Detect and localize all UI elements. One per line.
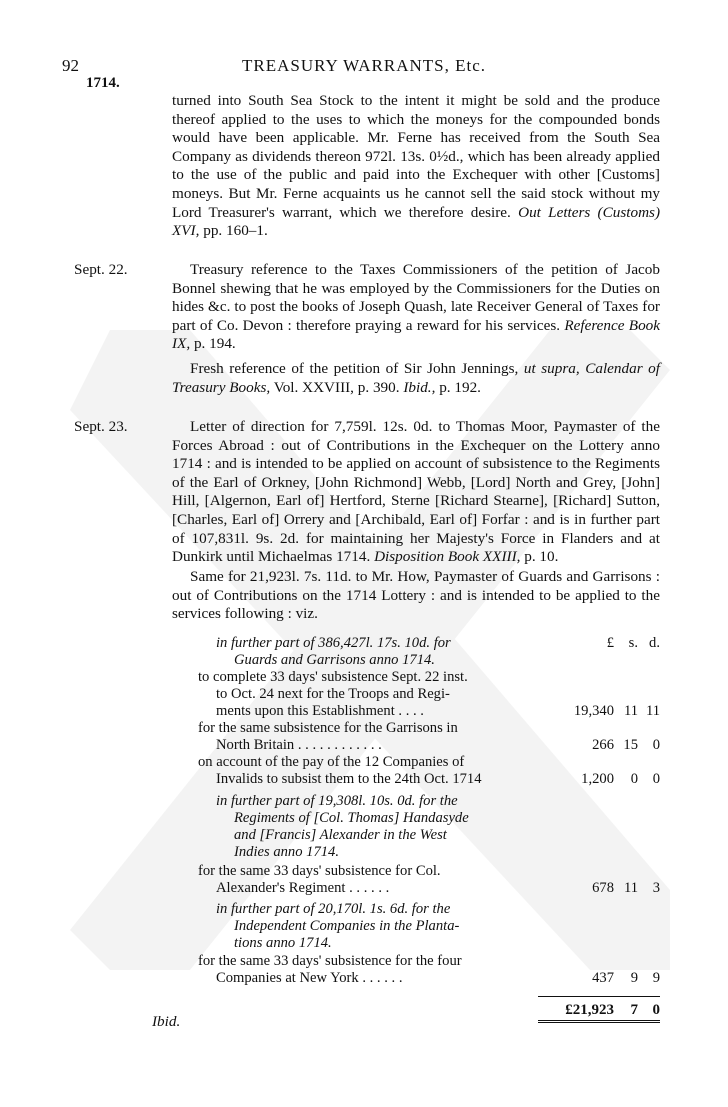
subheading-line: Independent Companies in the Planta- <box>234 918 460 934</box>
subheading-line: in further part of 386,427l. 17s. 10d. for <box>216 635 451 651</box>
ibid-reference: Ibid., <box>403 378 436 396</box>
subheading <box>216 901 516 952</box>
description-line: ments upon this Establishment . . . . <box>216 703 424 719</box>
entry-text: Letter of direction for 7,759l. 12s. 0d. to Thomas Moor, Paymaster of the Forces Abroad : out of Contributions in the Exchequer on the Lottery anno 1714 : and is intended to be applied on account of subsistence to the Regiments of the Earl of Orkney, [John Richmond] Webb, [Lord] North and Grey, [John] Hill, [Algernon, Earl of] Hertford, Sterne [Richard Stearne], [Richard] Sutton, [Charles, Earl of] Orrery and [Archibald, Earl of] Forfar : and is in further part of 107,831l. 9s. 2d. for maintaining her Majesty's Force in Flanders and at Dunkirk until Michaelmas 1714. <box>172 418 660 566</box>
description-line: for the same subsistence for the Garrisons in <box>198 720 458 736</box>
entry-text: turned into South Sea Stock to the intent it might be sold and the produce thereof applied to the uses to which the moneys for the compounded bonds would have been applicable. Mr. Ferne has received from the South Sea Company as dividends thereon 972l. 13s. 0½d., which has been already applied to the use of the public and paid into the Exchequer with other [Customs] moneys. But Mr. Ferne acquaints us he cannot sell the said stock without my Lord Treasurer's warrant, which we therefore desire. <box>172 92 660 221</box>
pence-cell: 3 <box>652 880 660 896</box>
shillings-cell: 0 <box>630 771 638 787</box>
description-line: Alexander's Regiment . . . . . . <box>216 880 390 896</box>
services-table <box>198 635 660 995</box>
source-reference: Out Letters (Customs) XVI, <box>172 203 661 240</box>
pence-cell: 0 <box>652 771 660 787</box>
total-pence: 0 <box>652 1002 660 1018</box>
pounds-cell: 1,200 <box>581 771 614 787</box>
page-number: 92 <box>62 56 79 75</box>
entry-date: Sept. 23. <box>74 418 128 435</box>
entry-sept-23 <box>172 418 660 567</box>
subheading-line: tions anno 1714. <box>234 935 332 951</box>
entry-text: Treasury reference to the Taxes Commissioners of the petition of Jacob Bonnel shewing that he was employed by the Commissioners for the Duties on hides &c. to post the books of Joseph Quash, late Receiver General of Taxes for part of Co. Devon : therefore praying a reward for his services. <box>172 261 660 334</box>
subheading <box>216 793 516 861</box>
pounds-header: £ <box>606 635 614 651</box>
subheading <box>216 635 516 669</box>
entry-continuation <box>172 92 660 241</box>
subheading-line: Guards and Garrisons anno 1714. <box>234 652 435 668</box>
pounds-cell: 437 <box>592 970 614 986</box>
ut-supra: ut supra, <box>523 360 580 377</box>
row-description <box>198 669 538 720</box>
shillings-cell: 11 <box>623 880 638 896</box>
subheading-line: in further part of 19,308l. 10s. 0d. for the <box>216 793 458 809</box>
description-line: for the same 33 days' subsistence for the four <box>198 953 462 969</box>
page-reference: pp. 160–1. <box>203 222 268 240</box>
entry-date: Sept. 22. <box>74 261 128 278</box>
shillings-cell: 9 <box>630 970 638 986</box>
pence-cell: 0 <box>652 737 660 753</box>
running-title: TREASURY WARRANTS, Etc. <box>241 56 487 75</box>
row-amount <box>530 737 660 754</box>
total-rule-top <box>538 996 660 997</box>
description-line: to Oct. 24 next for the Troops and Regi- <box>216 686 450 702</box>
subheading-line: Indies anno 1714. <box>234 844 339 860</box>
source-reference: Calendar of Treasury Books, <box>172 360 660 396</box>
pounds-cell: 678 <box>592 880 614 896</box>
description-line: Invalids to subsist them to the 24th Oct. 1714 <box>216 771 482 787</box>
row-description <box>198 754 538 788</box>
row-description <box>198 863 538 897</box>
description-line: for the same 33 days' subsistence for Col. <box>198 863 441 879</box>
description-line: on account of the pay of the 12 Companies of <box>198 754 465 770</box>
pounds-cell: 266 <box>592 737 614 753</box>
entry-fresh-reference <box>172 360 660 397</box>
subheading-line: and [Francis] Alexander in the West <box>234 827 447 843</box>
description-line: North Britain . . . . . . . . . . . . <box>216 737 382 753</box>
shillings-header: s. <box>628 635 638 651</box>
row-description <box>198 953 538 987</box>
entry-sept-22 <box>172 261 660 354</box>
pounds-cell: 19,340 <box>573 703 614 719</box>
entry-same-for <box>172 568 660 624</box>
margin-year: 1714. <box>86 75 120 91</box>
entry-text: Fresh reference of the petition of Sir John Jennings, <box>190 360 519 377</box>
entry-text: Same for 21,923l. 7s. 11d. to Mr. How, Paymaster of Guards and Garrisons : out of Contributions on the 1714 Lottery : and is intended to be applied to the services following : viz. <box>172 568 660 623</box>
subheading-line: in further part of 20,170l. 1s. 6d. for the <box>216 901 451 917</box>
shillings-cell: 15 <box>623 737 638 753</box>
footer-ibid: Ibid. <box>152 1013 181 1030</box>
description-line: Companies at New York . . . . . . <box>216 970 403 986</box>
page-reference: p. 192. <box>439 378 481 396</box>
pence-cell: 9 <box>652 970 660 986</box>
pence-header: d. <box>649 635 660 651</box>
shillings-cell: 11 <box>623 703 638 719</box>
row-amount <box>530 703 660 720</box>
page-reference: p. 10. <box>524 548 559 566</box>
source-reference: Disposition Book XXIII, <box>374 548 521 566</box>
total-shillings: 7 <box>630 1002 638 1018</box>
row-amount <box>530 880 660 897</box>
row-amount <box>530 970 660 987</box>
total-amount <box>538 1002 660 1019</box>
row-amount <box>530 771 660 788</box>
subheading-line: Regiments of [Col. Thomas] Handasyde <box>234 810 469 826</box>
source-reference: Reference Book IX, <box>172 316 661 353</box>
column-headers <box>530 635 660 652</box>
page-reference: p. 194. <box>193 335 236 353</box>
pence-cell: 11 <box>645 703 660 719</box>
total-rule-bottom <box>538 1020 660 1023</box>
total-pounds: £21,923 <box>565 1002 614 1018</box>
description-line: to complete 33 days' subsistence Sept. 22 inst. <box>198 669 468 685</box>
row-description <box>198 720 538 754</box>
volume-reference: Vol. XXVIII, p. 390. <box>273 378 400 396</box>
